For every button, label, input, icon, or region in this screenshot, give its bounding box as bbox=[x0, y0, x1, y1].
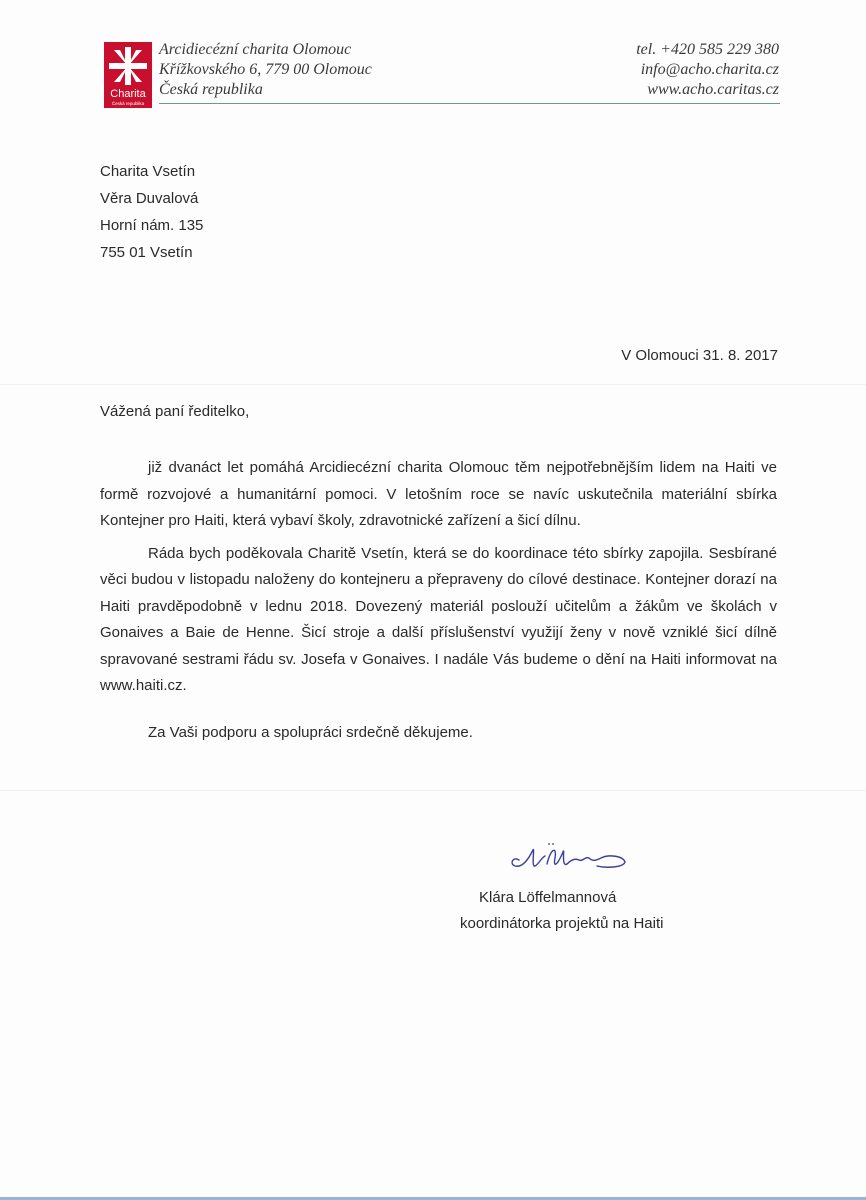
org-phone: tel. +420 585 229 380 bbox=[636, 41, 779, 58]
letter-body bbox=[100, 455, 777, 700]
logo-subtext: Česká republika bbox=[111, 101, 145, 106]
letter-date: V Olomouci 31. 8. 2017 bbox=[621, 347, 778, 364]
signer-name: Klára Löffelmannová bbox=[479, 889, 617, 906]
letterhead-contact bbox=[636, 40, 779, 100]
recipient-address bbox=[100, 158, 203, 266]
body-paragraph: Ráda bych poděkovala Charitě Vsetín, která se do koordinace této sbírky zapojila. Sesbírané věci budou v listopadu naloženy do kontejneru a přepraveny do cílové destinace. Kontejner dorazí na Haiti pravděpodobně v lednu 2018. Dovezený materiál poslouží učitelům a žákům ve školách v Gonaives a Baie de Henne. Šicí stroje a další příslušenství využijí ženy v nově vzniklé šicí dílně spravované sestrami řádu sv. Josefa v Gonaives. I nadále Vás budeme o dění na Haiti informovat na www.haiti.cz. bbox=[100, 544, 777, 694]
logo-text: Charita bbox=[110, 88, 146, 100]
salutation: Vážená paní ředitelko, bbox=[100, 403, 250, 420]
recipient-line: Horní nám. 135 bbox=[100, 217, 204, 234]
signer-block bbox=[460, 885, 663, 937]
charita-logo bbox=[104, 42, 152, 108]
recipient-line: Věra Duvalová bbox=[100, 190, 199, 207]
org-email: info@acho.charita.cz bbox=[640, 61, 779, 78]
letterhead-address bbox=[159, 40, 372, 100]
org-street: Křížkovského 6, 779 00 Olomouc bbox=[159, 61, 372, 78]
body-paragraph: již dvanáct let pomáhá Arcidiecézní charita Olomouc těm nejpotřebnějším lidem na Haiti ve formě rozvojové a humanitární pomoci. V letošním roce se navíc uskutečnila materiální sbírka Kontejner pro Haiti, která vybaví školy, zdravotnické zařízení a šicí dílnu. bbox=[100, 459, 777, 529]
letterhead-divider bbox=[159, 103, 780, 104]
recipient-line: 755 01 Vsetín bbox=[100, 244, 193, 261]
signer-title: koordinátorka projektů na Haiti bbox=[460, 915, 664, 932]
org-name: Arcidiecézní charita Olomouc bbox=[159, 41, 352, 58]
recipient-line: Charita Vsetín bbox=[100, 163, 196, 180]
closing-line: Za Vaši podporu a spolupráci srdečně děkujeme. bbox=[148, 724, 473, 741]
org-country: Česká republika bbox=[159, 81, 263, 98]
handwritten-signature bbox=[505, 838, 635, 878]
fold-mark bbox=[0, 790, 866, 791]
fold-mark bbox=[0, 384, 866, 385]
org-web: www.acho.caritas.cz bbox=[647, 81, 779, 98]
